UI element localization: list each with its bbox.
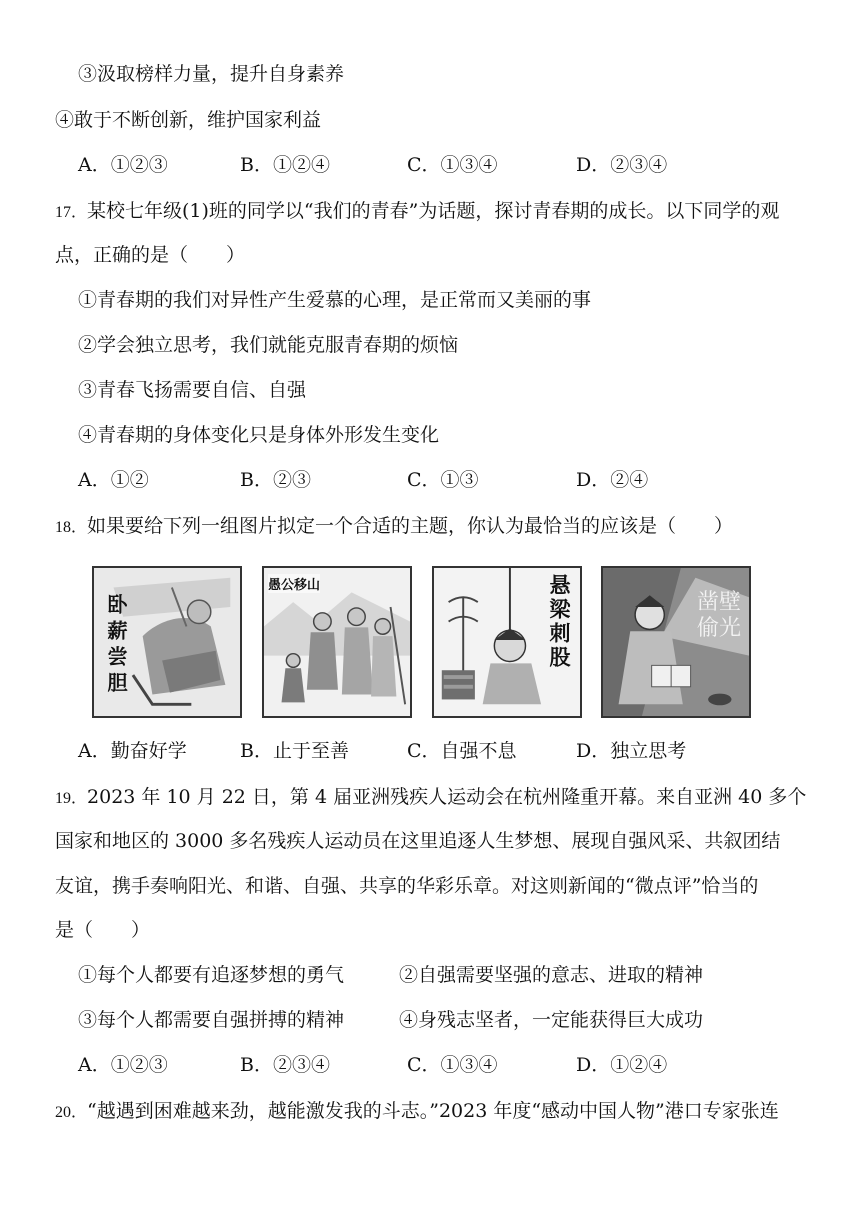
- q19-item-2: ②自强需要坚强的意志、进取的精神: [399, 964, 704, 986]
- q20-number: 20．: [55, 1104, 88, 1121]
- q18-number: 18．: [55, 519, 88, 536]
- q17-option-a: A．①②: [78, 469, 149, 491]
- q17-item-2: ②学会独立思考，我们就能克服青春期的烦恼: [78, 334, 459, 356]
- q19-item-4: ④身残志坚者，一定能获得巨大成功: [399, 1009, 704, 1031]
- q18-option-b: B．止于至善: [240, 740, 349, 762]
- picture-xuanliang-cigu: [432, 566, 582, 718]
- q18-option-a: A．勤奋好学: [78, 740, 187, 762]
- picture-yugong-yishan: [262, 566, 412, 718]
- q18-option-d: D．独立思考: [576, 740, 687, 762]
- picture-2-caption: 愚公移山: [268, 574, 320, 593]
- q18-stem: [55, 512, 733, 542]
- q16-option-c: C．①③④: [407, 154, 498, 176]
- q16-item-4: ④敢于不断创新，维护国家利益: [55, 109, 322, 131]
- q19-stem-text: 2023 年 10 月 22 日，第 4 届亚洲残疾人运动会在杭州隆重开幕。来自亚洲 40 多个: [87, 786, 807, 808]
- q17-option-b: B．②③: [240, 469, 311, 491]
- q19-option-d: D．①②④: [576, 1054, 668, 1076]
- q20-stem-text: “越遇到困难越来劲，越能激发我的斗志。”2023 年度“感动中国人物”港口专家张连: [87, 1100, 779, 1122]
- picture-3-caption: 悬梁刺股: [547, 574, 571, 670]
- q17-stem-line-2: 点，正确的是（ ）: [55, 244, 246, 266]
- q19-option-c: C．①③④: [407, 1054, 498, 1076]
- q19-item-3: ③每个人都需要自强拼搏的精神: [78, 1009, 345, 1031]
- picture-zaobi-touguang: [601, 566, 751, 718]
- q19-stem-line-3: 友谊，携手奏响阳光、和谐、自强、共享的华彩乐章。对这则新闻的“微点评”恰当的: [55, 875, 759, 897]
- q19-stem-line-4: 是（ ）: [55, 919, 151, 941]
- q17-stem-text: 某校七年级(1)班的同学以“我们的青春”为话题，探讨青春期的成长。以下同学的观: [87, 200, 780, 222]
- picture-1-caption: 卧薪尝胆: [104, 594, 128, 698]
- q19-option-a: A．①②③: [78, 1054, 168, 1076]
- q19-number: 19．: [55, 790, 88, 807]
- q17-item-4: ④青春期的身体变化只是身体外形发生变化: [78, 424, 440, 446]
- q17-item-3: ③青春飞扬需要自信、自强: [78, 379, 307, 401]
- q16-item-3: ③汲取榜样力量，提升自身素养: [78, 63, 345, 85]
- q17-stem-line-1: [55, 197, 779, 227]
- q19-item-1: ①每个人都要有追逐梦想的勇气: [78, 964, 345, 986]
- q18-stem-text: 如果要给下列一组图片拟定一个合适的主题，你认为最恰当的应该是（ ）: [87, 515, 734, 537]
- q19-stem-line-1: [55, 783, 806, 813]
- q17-item-1: ①青春期的我们对异性产生爱慕的心理，是正常而又美丽的事: [78, 289, 592, 311]
- q17-option-d: D．②④: [576, 469, 649, 491]
- q20-stem-line-1: [55, 1097, 779, 1127]
- q19-option-b: B．②③④: [240, 1054, 330, 1076]
- q16-option-b: B．①②④: [240, 154, 330, 176]
- q19-stem-line-2: 国家和地区的 3000 多名残疾人运动员在这里追逐人生梦想、展现自强风采、共叙团结: [55, 830, 781, 852]
- q16-option-d: D．②③④: [576, 154, 668, 176]
- q17-number: 17．: [55, 204, 88, 221]
- q16-option-a: A．①②③: [78, 154, 168, 176]
- q18-option-c: C．自强不息: [407, 740, 517, 762]
- picture-woxin-changdan: [92, 566, 242, 718]
- q17-option-c: C．①③: [407, 469, 479, 491]
- picture-4-caption: 凿壁偷光: [696, 590, 741, 641]
